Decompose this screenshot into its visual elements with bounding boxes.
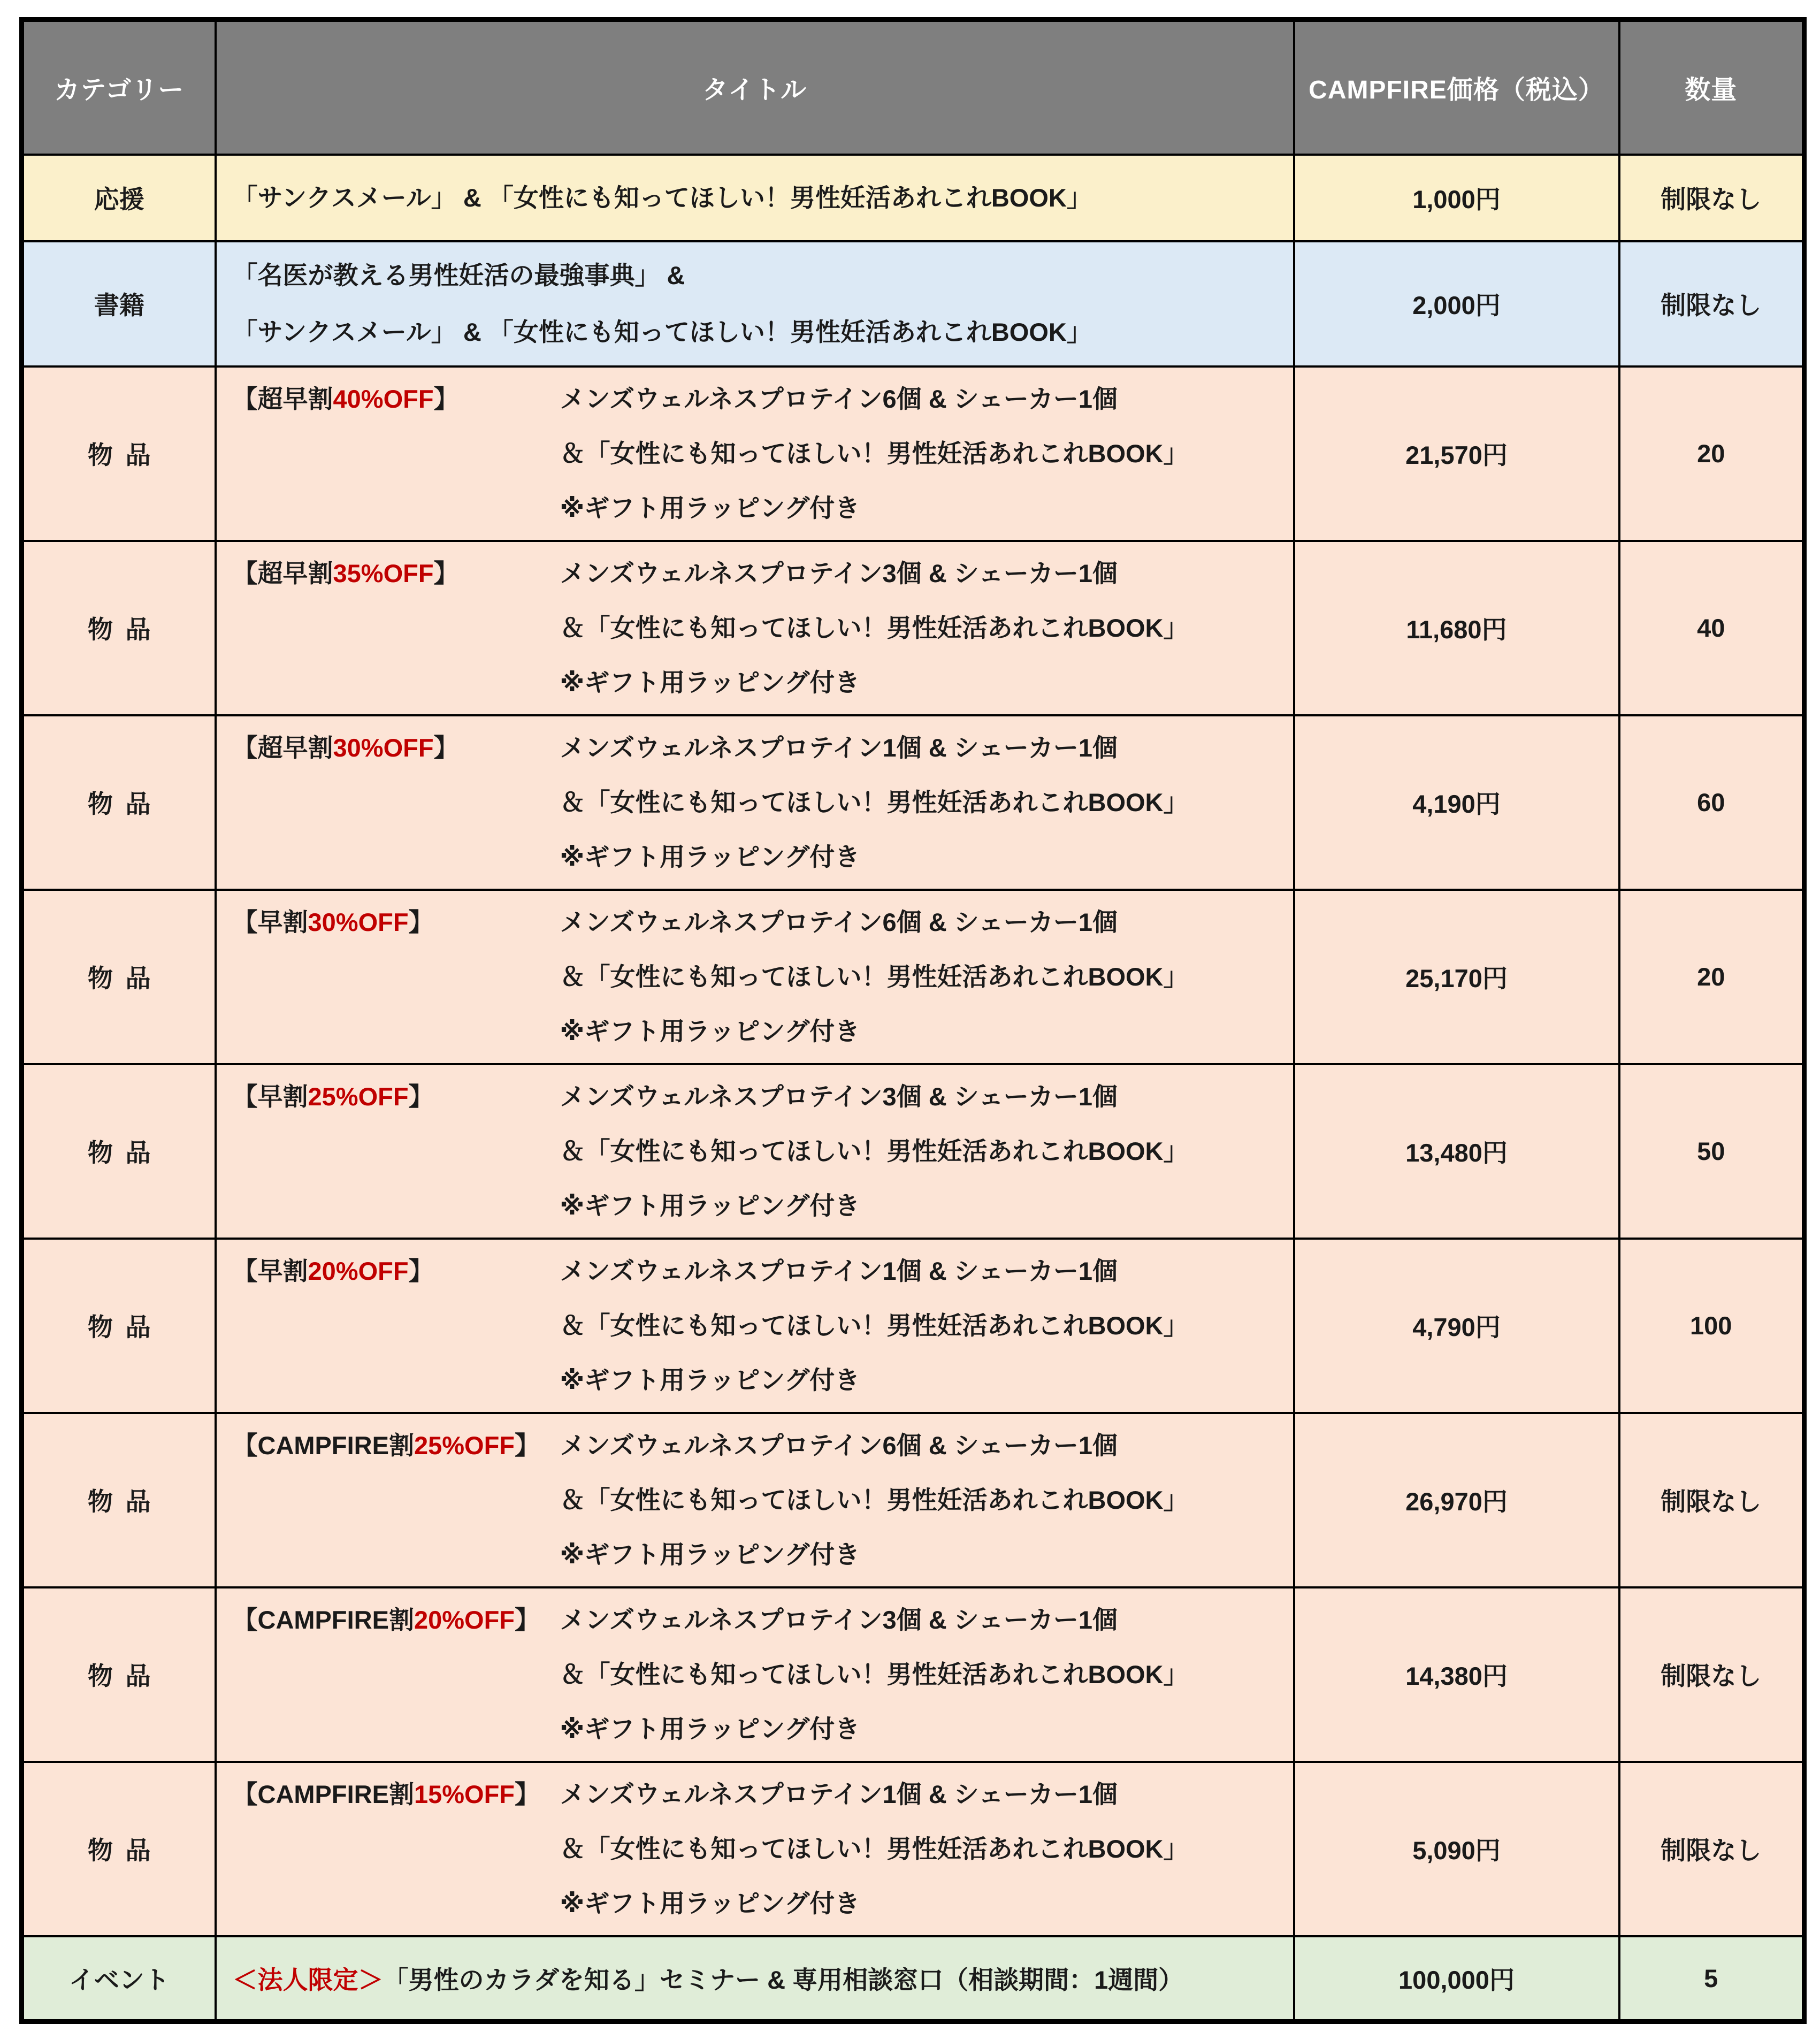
discount-label-red: 20%OFF	[308, 1256, 409, 1285]
header-category: カテゴリー	[22, 20, 216, 155]
table-row-goods-6	[22, 1239, 1804, 1413]
title-cell	[216, 541, 1294, 715]
table-row-book	[22, 241, 1804, 366]
discount-label	[233, 1593, 560, 1647]
title-cell	[216, 1936, 1294, 2022]
category-cell	[22, 366, 216, 541]
discount-label-black: 【CAMPFIRE割	[232, 1605, 414, 1634]
category-label: イベント	[68, 1965, 170, 1994]
description-line1: メンズウェルネスプロテイン6個 & シェーカー1個	[560, 384, 1118, 413]
discount-label-black: 【超早割	[232, 733, 333, 762]
title-text-line1: 「名医が教える男性妊活の最強事典」 &	[232, 261, 685, 289]
description-line2: ＆「女性にも知ってほしい！男性妊活あれこれBOOK」	[560, 439, 1189, 468]
discount-label-close: 】	[408, 1082, 434, 1111]
qty-cell: 制限なし	[1619, 241, 1804, 366]
title-cell	[216, 366, 1294, 541]
price-cell: 2,000円	[1294, 241, 1619, 366]
discount-label-red: 40%OFF	[333, 384, 434, 413]
description-line1: メンズウェルネスプロテイン3個 & シェーカー1個	[560, 1082, 1118, 1111]
corporate-only-label: ＜法人限定＞	[232, 1965, 384, 1994]
table-row-goods-8	[22, 1587, 1804, 1762]
category-label: 物品	[88, 1662, 163, 1690]
header-row	[22, 20, 1804, 155]
description-line3: ※ギフト用ラッピング付き	[560, 1540, 860, 1569]
description-line3: ※ギフト用ラッピング付き	[560, 1714, 860, 1743]
qty-cell: 40	[1619, 541, 1804, 715]
discount-label-close: 】	[433, 733, 459, 762]
discount-label-red: 30%OFF	[333, 733, 434, 762]
price-cell: 100,000円	[1294, 1936, 1619, 2022]
title-cell	[216, 155, 1294, 241]
qty-cell: 5	[1619, 1936, 1804, 2022]
price-cell: 21,570円	[1294, 366, 1619, 541]
title-cell	[216, 1239, 1294, 1413]
discount-label-close: 】	[515, 1779, 540, 1808]
discount-label	[233, 1767, 560, 1822]
discount-label-red: 25%OFF	[308, 1082, 409, 1111]
category-cell	[22, 1762, 216, 1936]
price-cell: 14,380円	[1294, 1587, 1619, 1762]
discount-label	[233, 1418, 560, 1473]
category-cell	[22, 241, 216, 366]
qty-cell: 20	[1619, 890, 1804, 1064]
category-label: 物品	[88, 615, 163, 644]
price-cell: 13,480円	[1294, 1064, 1619, 1239]
reward-description	[560, 1767, 1282, 1931]
description-line3: ※ギフト用ラッピング付き	[560, 1365, 860, 1394]
discount-label	[233, 895, 560, 950]
table-row-goods-3	[22, 715, 1804, 890]
header-price: CAMPFIRE価格（税込）	[1294, 20, 1619, 155]
category-cell	[22, 1239, 216, 1413]
title-cell	[216, 241, 1294, 366]
category-cell	[22, 1936, 216, 2022]
table-row-goods-2	[22, 541, 1804, 715]
table-row-event	[22, 1936, 1804, 2022]
description-line2: ＆「女性にも知ってほしい！男性妊活あれこれBOOK」	[560, 1311, 1189, 1340]
reward-description	[560, 1593, 1282, 1756]
discount-label-red: 35%OFF	[333, 559, 434, 587]
discount-label-black: 【超早割	[232, 559, 333, 587]
reward-table-wrap	[19, 17, 1807, 2024]
discount-label-black: 【CAMPFIRE割	[232, 1431, 414, 1460]
price-cell: 4,190円	[1294, 715, 1619, 890]
category-cell	[22, 890, 216, 1064]
price-cell: 5,090円	[1294, 1762, 1619, 1936]
title-cell	[216, 890, 1294, 1064]
category-cell	[22, 1064, 216, 1239]
price-cell: 26,970円	[1294, 1413, 1619, 1587]
qty-cell: 制限なし	[1619, 1413, 1804, 1587]
qty-cell: 制限なし	[1619, 1762, 1804, 1936]
reward-description	[560, 895, 1282, 1059]
title-cell	[216, 1413, 1294, 1587]
discount-label-black: 【早割	[232, 1082, 308, 1111]
description-line1: メンズウェルネスプロテイン1個 & シェーカー1個	[560, 733, 1118, 762]
discount-label-red: 30%OFF	[308, 907, 409, 936]
event-title-text: 「男性のカラダを知る」セミナー & 専用相談窓口（相談期間：1週間）	[383, 1965, 1184, 1994]
category-label: 物品	[88, 1139, 163, 1167]
title-text-line2: 「サンクスメール」 & 「女性にも知ってほしい！男性妊活あれこれBOOK」	[232, 317, 1092, 346]
description-line1: メンズウェルネスプロテイン6個 & シェーカー1個	[560, 1431, 1118, 1460]
discount-label-red: 15%OFF	[414, 1779, 515, 1808]
discount-label-red: 25%OFF	[414, 1431, 515, 1460]
discount-label-close: 】	[433, 559, 459, 587]
description-line1: メンズウェルネスプロテイン6個 & シェーカー1個	[560, 907, 1118, 936]
category-label: 書籍	[94, 291, 144, 319]
category-cell	[22, 541, 216, 715]
header-qty: 数量	[1619, 20, 1804, 155]
price-cell: 4,790円	[1294, 1239, 1619, 1413]
description-line2: ＆「女性にも知ってほしい！男性妊活あれこれBOOK」	[560, 1834, 1189, 1863]
title-cell	[216, 1064, 1294, 1239]
description-line3: ※ギフト用ラッピング付き	[560, 493, 860, 522]
category-label: 応援	[94, 185, 144, 213]
description-line3: ※ギフト用ラッピング付き	[560, 668, 860, 697]
discount-label	[233, 546, 560, 601]
category-label: 物品	[88, 441, 163, 469]
discount-label	[233, 1070, 560, 1124]
description-line3: ※ギフト用ラッピング付き	[560, 842, 860, 871]
description-line1: メンズウェルネスプロテイン1個 & シェーカー1個	[560, 1779, 1118, 1808]
qty-cell: 50	[1619, 1064, 1804, 1239]
description-line3: ※ギフト用ラッピング付き	[560, 1889, 860, 1918]
discount-label	[233, 372, 560, 426]
discount-label-close: 】	[515, 1605, 540, 1634]
discount-label	[233, 721, 560, 775]
reward-description	[560, 1070, 1282, 1233]
discount-label-black: 【超早割	[232, 384, 333, 413]
description-line2: ＆「女性にも知ってほしい！男性妊活あれこれBOOK」	[560, 613, 1189, 642]
discount-label-close: 】	[515, 1431, 540, 1460]
discount-label-red: 20%OFF	[414, 1605, 515, 1634]
category-label: 物品	[88, 1487, 163, 1516]
description-line1: メンズウェルネスプロテイン1個 & シェーカー1個	[560, 1256, 1118, 1285]
table-row-goods-1	[22, 366, 1804, 541]
qty-cell: 制限なし	[1619, 155, 1804, 241]
description-line2: ＆「女性にも知ってほしい！男性妊活あれこれBOOK」	[560, 1136, 1189, 1165]
title-cell	[216, 715, 1294, 890]
category-label: 物品	[88, 1836, 163, 1865]
price-cell: 1,000円	[1294, 155, 1619, 241]
category-cell	[22, 1587, 216, 1762]
reward-description	[560, 721, 1282, 884]
category-label: 物品	[88, 790, 163, 818]
category-label: 物品	[88, 1313, 163, 1341]
description-line3: ※ギフト用ラッピング付き	[560, 1017, 860, 1045]
table-row-goods-9	[22, 1762, 1804, 1936]
price-cell: 25,170円	[1294, 890, 1619, 1064]
discount-label-black: 【CAMPFIRE割	[232, 1779, 414, 1808]
qty-cell: 20	[1619, 366, 1804, 541]
qty-cell: 60	[1619, 715, 1804, 890]
header-title: タイトル	[216, 20, 1294, 155]
description-line1: メンズウェルネスプロテイン3個 & シェーカー1個	[560, 559, 1118, 587]
reward-description	[560, 372, 1282, 536]
discount-label-close: 】	[408, 1256, 434, 1285]
reward-table	[19, 17, 1807, 2024]
category-cell	[22, 155, 216, 241]
table-row-support	[22, 155, 1804, 241]
title-cell	[216, 1762, 1294, 1936]
table-row-goods-5	[22, 1064, 1804, 1239]
qty-cell: 100	[1619, 1239, 1804, 1413]
category-cell	[22, 1413, 216, 1587]
discount-label-close: 】	[408, 907, 434, 936]
qty-cell: 制限なし	[1619, 1587, 1804, 1762]
description-line2: ＆「女性にも知ってほしい！男性妊活あれこれBOOK」	[560, 1485, 1189, 1514]
discount-label-black: 【早割	[232, 907, 308, 936]
price-cell: 11,680円	[1294, 541, 1619, 715]
description-line1: メンズウェルネスプロテイン3個 & シェーカー1個	[560, 1605, 1118, 1634]
table-row-goods-7	[22, 1413, 1804, 1587]
discount-label-close: 】	[433, 384, 459, 413]
category-label: 物品	[88, 964, 163, 992]
title-cell	[216, 1587, 1294, 1762]
description-line2: ＆「女性にも知ってほしい！男性妊活あれこれBOOK」	[560, 962, 1189, 991]
description-line2: ＆「女性にも知ってほしい！男性妊活あれこれBOOK」	[560, 1660, 1189, 1689]
category-cell	[22, 715, 216, 890]
discount-label	[233, 1244, 560, 1299]
reward-description	[560, 1418, 1282, 1582]
table-row-goods-4	[22, 890, 1804, 1064]
discount-label-black: 【早割	[232, 1256, 308, 1285]
reward-description	[560, 546, 1282, 710]
description-line3: ※ギフト用ラッピング付き	[560, 1191, 860, 1220]
title-text: 「サンクスメール」 & 「女性にも知ってほしい！男性妊活あれこれBOOK」	[232, 183, 1092, 212]
reward-description	[560, 1244, 1282, 1408]
description-line2: ＆「女性にも知ってほしい！男性妊活あれこれBOOK」	[560, 788, 1189, 816]
